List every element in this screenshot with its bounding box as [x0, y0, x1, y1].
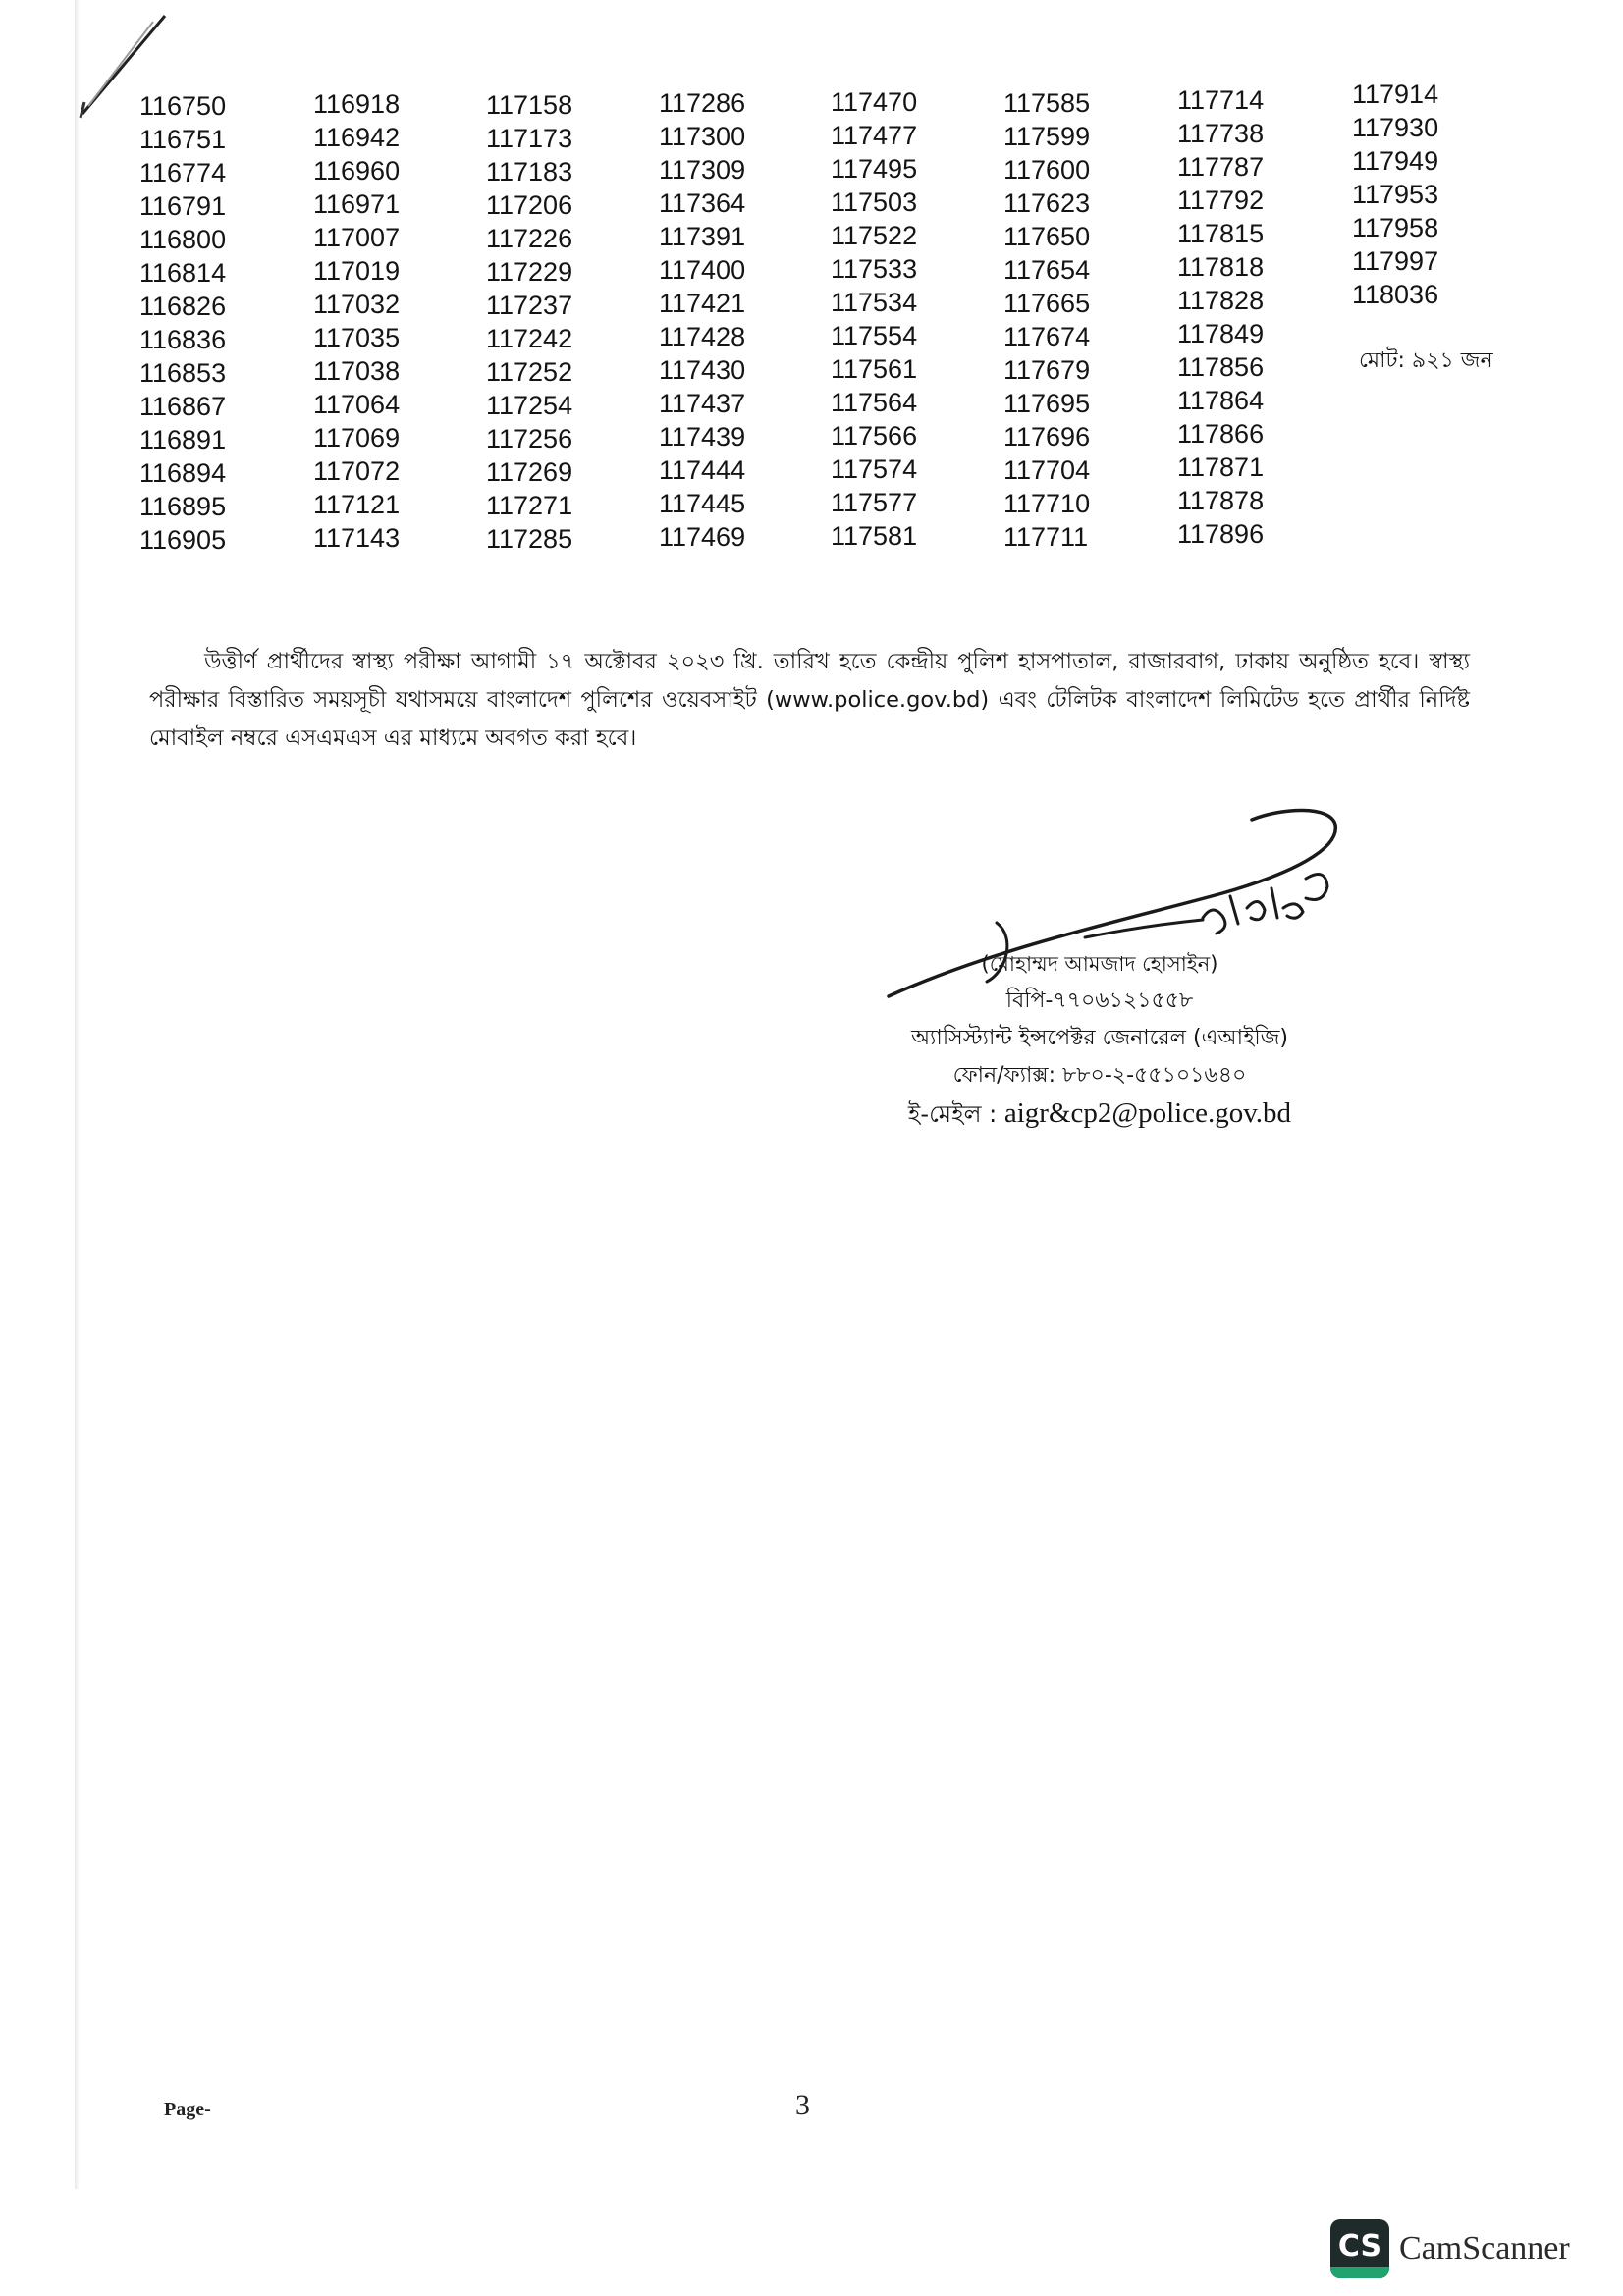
roll-number: 117704	[1003, 455, 1091, 485]
roll-number: 117566	[831, 421, 918, 451]
roll-number: 117364	[659, 188, 746, 218]
roll-number: 116853	[139, 358, 227, 388]
roll-number: 117710	[1003, 489, 1091, 518]
signatory-name: (মোহাম্মদ আমজাদ হোসাইন)	[981, 952, 1218, 976]
roll-number: 117503	[831, 187, 918, 217]
roll-number: 116971	[313, 189, 401, 219]
roll-number: 116867	[139, 392, 227, 421]
roll-number: 117871	[1177, 453, 1265, 482]
roll-number: 117949	[1352, 146, 1439, 176]
roll-number: 117930	[1352, 113, 1439, 142]
roll-number: 117533	[831, 254, 918, 284]
roll-number: 116791	[139, 191, 227, 221]
roll-number: 117599	[1003, 122, 1091, 151]
camscanner-brand: CamScanner	[1399, 2230, 1570, 2267]
roll-number: 117309	[659, 155, 746, 185]
roll-number: 116751	[139, 125, 227, 154]
roll-number: 116895	[139, 492, 227, 521]
roll-number: 117695	[1003, 389, 1091, 418]
signatory-designation: অ্যাসিস্ট্যান্ট ইন্সপেক্টর জেনারেল (এআইজি)	[911, 1026, 1288, 1050]
roll-number: 117286	[659, 88, 746, 118]
roll-number: 117226	[486, 224, 573, 253]
roll-number: 117864	[1177, 386, 1265, 415]
signatory-email-line	[864, 1095, 1335, 1133]
roll-number: 117665	[1003, 289, 1091, 318]
roll-number: 117654	[1003, 255, 1091, 285]
email-address: aigr&cp2@police.gov.bd	[1003, 1097, 1292, 1129]
roll-number: 117585	[1003, 88, 1091, 118]
roll-number: 117430	[659, 355, 746, 385]
roll-number: 117143	[313, 523, 401, 553]
roll-number: 117183	[486, 157, 573, 187]
logo-stripe	[1330, 2267, 1389, 2278]
camscanner-logo-icon	[1330, 2219, 1389, 2278]
roll-number: 117679	[1003, 355, 1091, 385]
roll-number: 117564	[831, 388, 918, 417]
signatory-phone-fax: ফোন/ফ্যাক্স: ৮৮০-২-৫৫১০১৬৪০	[952, 1063, 1247, 1088]
logo-text: CS	[1337, 2228, 1382, 2264]
roll-number: 117856	[1177, 352, 1265, 382]
roll-number: 117252	[486, 357, 573, 387]
roll-number: 117400	[659, 255, 746, 285]
roll-number: 116918	[313, 89, 401, 119]
roll-number: 117554	[831, 321, 918, 350]
roll-number: 117896	[1177, 519, 1265, 549]
roll-number: 116836	[139, 325, 227, 354]
roll-number: 117711	[1003, 522, 1089, 552]
roll-number: 117121	[313, 490, 401, 519]
roll-number: 118036	[1352, 280, 1439, 309]
roll-number: 117271	[486, 491, 573, 520]
roll-number: 116750	[139, 91, 227, 121]
roll-number: 117738	[1177, 119, 1265, 148]
roll-number: 116960	[313, 156, 401, 186]
roll-number: 117953	[1352, 180, 1439, 209]
email-label: ই-মেইল :	[907, 1100, 998, 1128]
roll-number: 117242	[486, 324, 573, 353]
roll-number: 116942	[313, 123, 401, 152]
roll-number: 117256	[486, 424, 573, 454]
roll-number: 117495	[831, 154, 918, 184]
roll-number: 117035	[313, 323, 401, 352]
roll-number: 117206	[486, 190, 573, 220]
roll-number: 116800	[139, 225, 227, 254]
roll-number: 117269	[486, 457, 573, 487]
roll-number: 117038	[313, 356, 401, 386]
page-number: 3	[795, 2089, 810, 2121]
roll-number: 117477	[831, 121, 918, 150]
roll-number: 117439	[659, 422, 746, 452]
roll-number: 117815	[1177, 219, 1265, 248]
roll-number: 117064	[313, 390, 401, 419]
roll-number: 117444	[659, 455, 746, 485]
roll-number: 117696	[1003, 422, 1091, 452]
roll-number: 117158	[486, 90, 573, 120]
roll-number: 116774	[139, 158, 227, 187]
roll-number: 117229	[486, 257, 573, 287]
camscanner-watermark	[1330, 2218, 1570, 2279]
roll-number: 117787	[1177, 152, 1265, 182]
roll-number: 117469	[659, 522, 746, 552]
roll-number: 117623	[1003, 188, 1091, 218]
roll-number: 117674	[1003, 322, 1091, 351]
roll-number: 117007	[313, 223, 401, 252]
roll-number: 117581	[831, 521, 918, 551]
roll-number: 117254	[486, 391, 573, 420]
roll-number: 117849	[1177, 319, 1265, 348]
signatory-block	[864, 945, 1335, 1133]
roll-number: 117958	[1352, 213, 1439, 242]
roll-number: 117577	[831, 488, 918, 517]
roll-number: 116905	[139, 525, 227, 555]
roll-number: 116894	[139, 458, 227, 488]
page-label: Page-	[164, 2099, 211, 2120]
roll-number: 117534	[831, 288, 918, 317]
roll-number: 117866	[1177, 419, 1265, 449]
total-count-label: মোট: ৯২১ জন	[1359, 348, 1493, 373]
roll-number: 117032	[313, 290, 401, 319]
roll-number: 117428	[659, 322, 746, 351]
roll-number: 116891	[139, 425, 227, 454]
roll-number: 117714	[1177, 85, 1265, 115]
roll-number: 117300	[659, 122, 746, 151]
roll-number: 117561	[831, 354, 918, 384]
roll-number: 117069	[313, 423, 401, 453]
scan-edge-shadow	[75, 0, 80, 2189]
roll-number: 117445	[659, 489, 746, 518]
signatory-bp-number: বিপি-৭৭০৬১২১৫৫৮	[1005, 988, 1194, 1013]
roll-number: 117421	[659, 289, 746, 318]
roll-number: 117792	[1177, 186, 1265, 215]
roll-number: 117600	[1003, 155, 1091, 185]
roll-number: 117878	[1177, 486, 1265, 515]
roll-number: 117828	[1177, 286, 1265, 315]
roll-number: 117470	[831, 87, 918, 117]
roll-number: 117818	[1177, 252, 1265, 282]
notice-paragraph: উত্তীর্ণ প্রার্থীদের স্বাস্থ্য পরীক্ষা আগামী ১৭ অক্টোবর ২০২৩ খ্রি. তারিখ হতে কেন্দ্রীয় পুলিশ হাসপাতাল, রাজারবাগ, ঢাকায় অনুষ্ঠিত হবে। স্বাস্থ্য পরীক্ষার বিস্তারিত সময়সূচী যথাসময়ে বাংলাদেশ পুলিশের ওয়েবসাইট (www.police.gov.bd) এবং টেলিটক বাংলাদেশ লিমিটেড হতে প্রার্থীর নির্দিষ্ট মোবাইল নম্বরে এসএমএস এর মাধ্যমে অবগত করা হবে।	[149, 649, 1470, 751]
roll-number: 117997	[1352, 246, 1439, 276]
roll-number: 117391	[659, 222, 746, 251]
roll-number: 116814	[139, 258, 227, 288]
roll-number: 117574	[831, 454, 918, 484]
roll-number: 117237	[486, 291, 573, 320]
roll-number: 116826	[139, 292, 227, 321]
roll-number: 117285	[486, 524, 573, 554]
roll-number: 117072	[313, 456, 401, 486]
roll-number: 117019	[313, 256, 401, 286]
roll-number: 117437	[659, 389, 746, 418]
roll-number: 117914	[1352, 80, 1439, 109]
roll-number: 117522	[831, 221, 918, 250]
roll-number: 117650	[1003, 222, 1091, 251]
roll-number: 117173	[486, 124, 573, 153]
